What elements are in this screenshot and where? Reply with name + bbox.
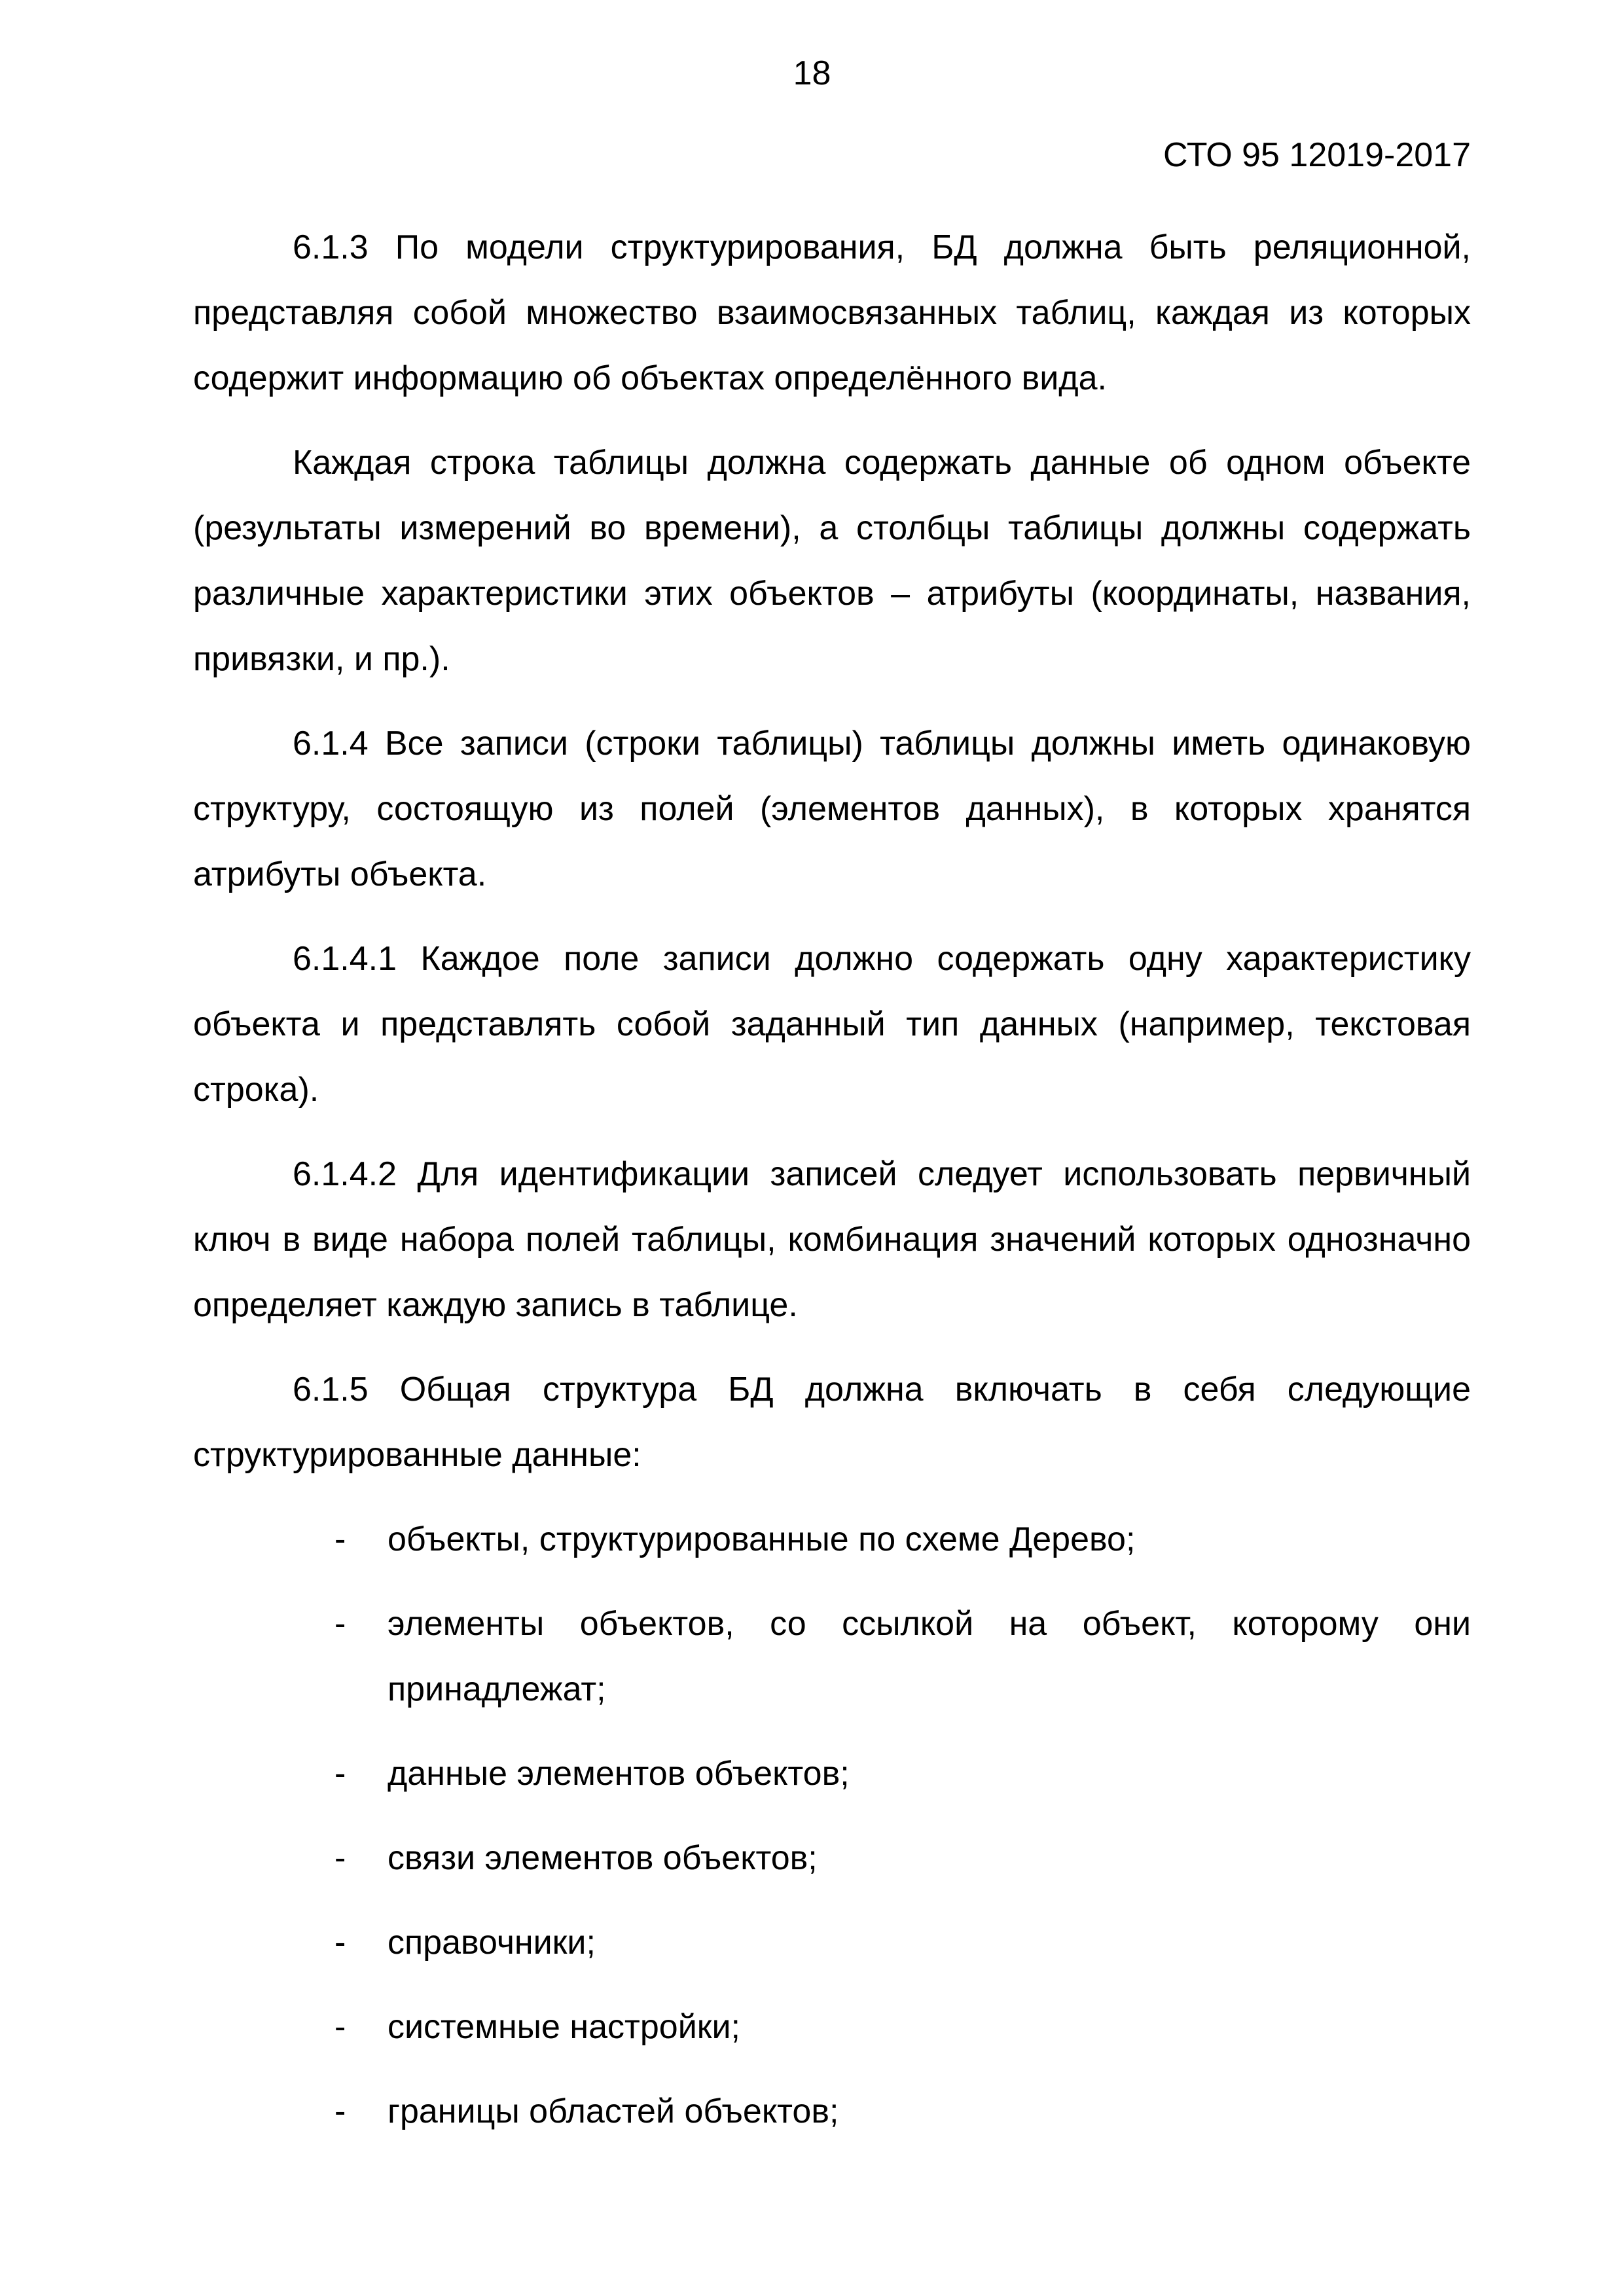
list-item-text: объекты, структурированные по схеме Дерево; [388,1520,1136,1558]
list-dash: - [334,1924,346,1962]
list-item [193,1741,1471,1806]
list-item [193,1910,1471,1975]
list-item [193,2079,1471,2144]
paragraph-table-rows: Каждая строка таблицы должна содержать данные об одном объекте (результаты измерений во времени), а столбцы таблицы должны содержать различные характеристики этих объектов – атрибуты (координаты, названия, привязки, и пр.). [193,444,1471,678]
list-item-text: элементы объектов, со ссылкой на объект, которому они принадлежат; [388,1605,1471,1708]
list-item [193,1507,1471,1572]
list-dash: - [334,2008,346,2046]
list-item-text: связи элементов объектов; [388,1839,818,1877]
paragraph-6-1-4-2: 6.1.4.2 Для идентификации записей следует использовать первичный ключ в виде набора полей таблицы, комбинация значений которых однозначно определяет каждую запись в таблице. [193,1155,1471,1324]
paragraph-6-1-5: 6.1.5 Общая структура БД должна включать в себя следующие структурированные данные: [193,1371,1471,1474]
list-item-text: системные настройки; [388,2008,740,2046]
paragraph-6-1-4-1: 6.1.4.1 Каждое поле записи должно содержать одну характеристику объекта и представлять собой заданный тип данных (например, текстовая строка). [193,940,1471,1109]
paragraph-6-1-3: 6.1.3 По модели структурирования, БД должна быть реляционной, представляя собой множество взаимосвязанных таблиц, каждая из которых содержит информацию об объектах определённого вида. [193,228,1471,397]
list-item [193,1825,1471,1891]
list-dash: - [334,1605,346,1643]
body-text [193,215,1471,2163]
document-code: СТО 95 12019-2017 [1163,136,1471,174]
list-dash: - [334,1839,346,1877]
list-item-text: границы областей объектов; [388,2092,839,2130]
list-item [193,1591,1471,1722]
list-dash: - [334,1520,346,1558]
paragraph-6-1-4: 6.1.4 Все записи (строки таблицы) таблицы должны иметь одинаковую структуру, состоящую из полей (элементов данных), в которых хранятся атрибуты объекта. [193,725,1471,893]
list-item-text: справочники; [388,1924,596,1962]
page-number: 18 [793,54,831,92]
list-dash: - [334,2092,346,2130]
list-dash: - [334,1755,346,1793]
structured-data-list [193,1507,1471,2144]
list-item-text: данные элементов объектов; [388,1755,850,1793]
list-item [193,1994,1471,2060]
